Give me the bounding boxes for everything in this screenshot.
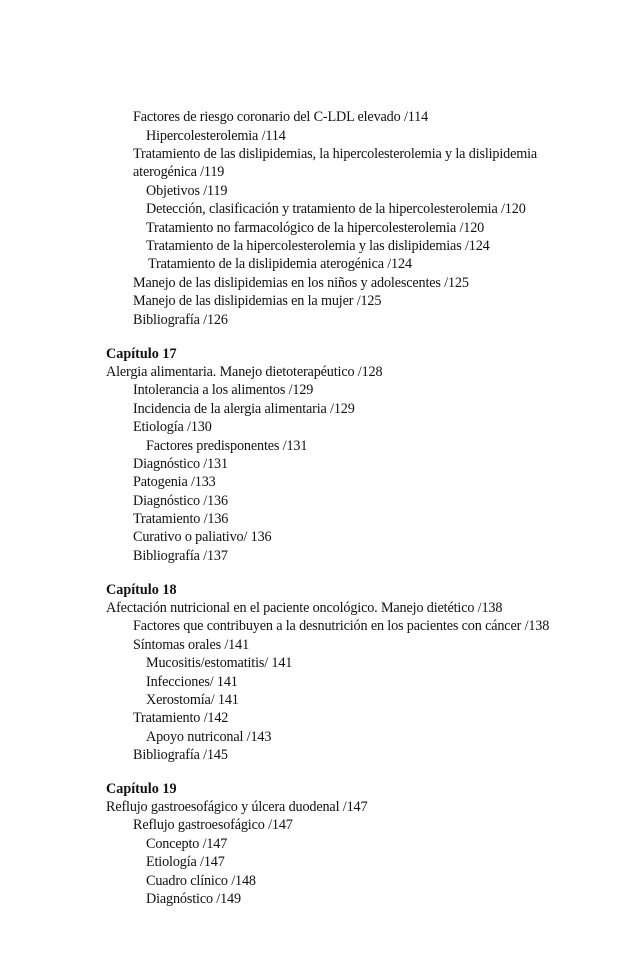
toc-entry: Factores de riesgo coronario del C-LDL elevado /114 — [133, 109, 429, 125]
chapter-title: Reflujo gastroesofágico y úlcera duodenal /147 — [106, 799, 368, 815]
toc-subentry: Tratamiento de la dislipidemia aterogénica /124 — [148, 256, 412, 272]
toc-entry: Factores que contribuyen a la desnutrición en los pacientes con cáncer /138 — [133, 618, 550, 634]
chapter-heading: Capítulo 18 — [106, 582, 177, 598]
toc-entry: Curativo o paliativo/ 136 — [133, 529, 272, 545]
toc-subentry: Diagnóstico /149 — [146, 891, 241, 907]
toc-entry: Manejo de las dislipidemias en los niños y adolescentes /125 — [133, 275, 469, 291]
toc-subentry: Infecciones/ 141 — [146, 674, 238, 690]
toc-subentry: Apoyo nutriconal /143 — [146, 729, 272, 745]
toc-subentry: Mucositis/estomatitis/ 141 — [146, 655, 293, 671]
toc-entry: Tratamiento /142 — [133, 710, 229, 726]
toc-subentry: Cuadro clínico /148 — [146, 873, 256, 889]
toc-entry: Tratamiento /136 — [133, 511, 229, 527]
toc-subentry: Concepto /147 — [146, 836, 228, 852]
toc-entry: Patogenia /133 — [133, 474, 216, 490]
toc-subentry: Xerostomía/ 141 — [146, 692, 239, 708]
toc-entry: Reflujo gastroesofágico /147 — [133, 817, 293, 833]
chapter-heading: Capítulo 17 — [106, 346, 177, 362]
toc-entry: Diagnóstico /131 — [133, 456, 228, 472]
toc-entry: Bibliografía /145 — [133, 747, 228, 763]
chapter-title: Afectación nutricional en el paciente oncológico. Manejo dietético /138 — [106, 600, 503, 616]
toc-subentry: Hipercolesterolemia /114 — [146, 128, 286, 144]
toc-entry: Síntomas orales /141 — [133, 637, 250, 653]
toc-subentry: Tratamiento de la hipercolesterolemia y las dislipidemias /124 — [146, 238, 490, 254]
toc-entry: Manejo de las dislipidemias en la mujer /125 — [133, 293, 382, 309]
toc-entry: Etiología /130 — [133, 419, 212, 435]
toc-entry: Bibliografía /137 — [133, 548, 228, 564]
toc-subentry: Factores predisponentes /131 — [146, 438, 308, 454]
toc-subentry: Etiología /147 — [146, 854, 225, 870]
toc-subentry: Objetivos /119 — [146, 183, 228, 199]
chapter-heading: Capítulo 19 — [106, 781, 177, 797]
toc-entry: Diagnóstico /136 — [133, 493, 228, 509]
toc-entry-continuation: aterogénica /119 — [133, 164, 225, 180]
chapter-title: Alergia alimentaria. Manejo dietoterapéutico /128 — [106, 364, 383, 380]
toc-entry: Incidencia de la alergia alimentaria /129 — [133, 401, 355, 417]
toc-subentry: Detección, clasificación y tratamiento de la hipercolesterolemia /120 — [146, 201, 526, 217]
toc-entry: Intolerancia a los alimentos /129 — [133, 382, 314, 398]
toc-entry: Tratamiento de las dislipidemias, la hipercolesterolemia y la dislipidemia — [133, 146, 538, 162]
toc-entry: Bibliografía /126 — [133, 312, 228, 328]
toc-subentry: Tratamiento no farmacológico de la hipercolesterolemia /120 — [146, 220, 485, 236]
